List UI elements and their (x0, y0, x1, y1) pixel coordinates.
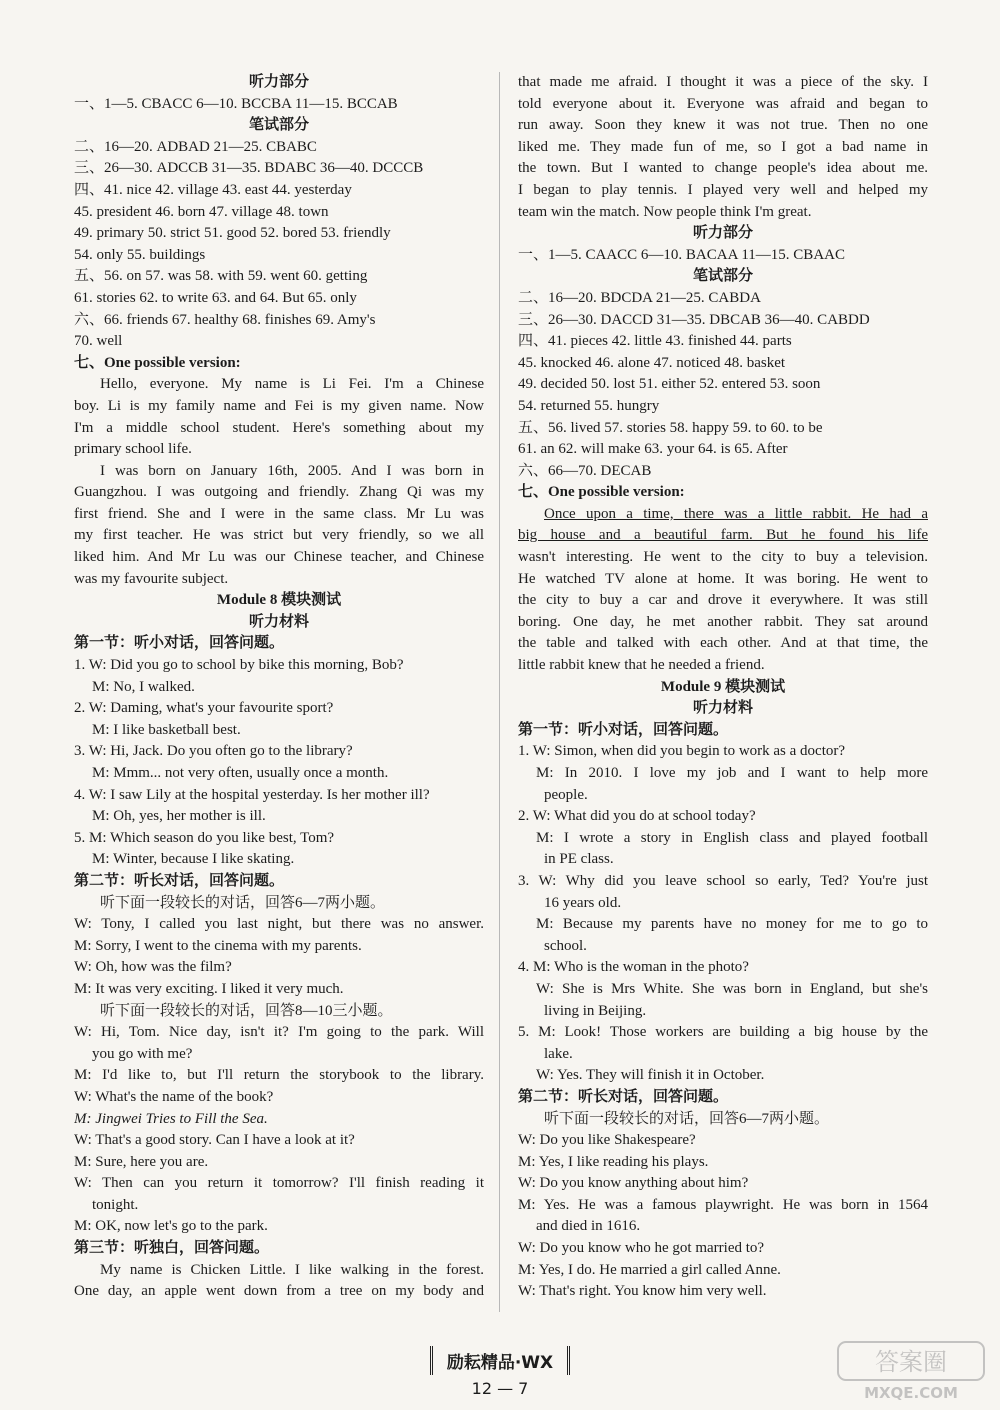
text-line: W: That's a good story. Can I have a look at it? (74, 1132, 355, 1149)
watermark-title: 答案圈 (875, 1348, 947, 1376)
text-line: M: Yes, I like reading his plays. (518, 1153, 709, 1170)
text-line: Once upon a time, there was a little rabbit. He had a (544, 505, 928, 522)
text-line: people. (544, 786, 588, 803)
text-line: W: Tony, I called you last night, but there was no answer. (74, 916, 484, 933)
text-line: M: Sorry, I went to the cinema with my parents. (74, 937, 362, 954)
text-line: in PE class. (544, 851, 614, 868)
text-line: you go with me? (92, 1045, 193, 1062)
text-line: 4. M: Who is the woman in the photo? (518, 959, 749, 976)
text-line: 听力材料 (692, 700, 753, 717)
text-line: M: I wrote a story in English class and played football (536, 829, 928, 846)
text-line: 五、56. on 57. was 58. with 59. went 60. getting (74, 268, 368, 285)
text-line: 49. primary 50. strict 51. good 52. bored 53. friendly (74, 225, 391, 242)
text-line: 听力材料 (248, 613, 309, 630)
text-line: lake. (544, 1045, 573, 1062)
text-line: 五、56. lived 57. stories 58. happy 59. to 60. to be (518, 419, 823, 436)
text-line: 61. stories 62. to write 63. and 64. But 65. only (74, 289, 357, 306)
text-line: 听下面一段较长的对话，回答8—10三小题。 (100, 1002, 393, 1019)
text-line: liked him. And Mr Lu was our Chinese teacher, and Chinese (74, 549, 484, 566)
text-line: the town. But I wanted to change people's idea about me. (518, 160, 928, 177)
text-line: wasn't interesting. He went to the city to buy a television. (518, 549, 928, 566)
text-line: 1. W: Simon, when did you begin to work as a doctor? (518, 743, 846, 760)
text-line: Guangzhou. I was outgoing and friendly. Zhang Qi was my (74, 484, 484, 501)
text-line: the city to buy a car and drove it everywhere. It was still (518, 592, 928, 609)
text-line: 3. W: Hi, Jack. Do you often go to the library? (74, 743, 353, 760)
text-line: 5. M: Look! Those workers are building a big house by the (518, 1024, 928, 1041)
text-line: W: Yes. They will finish it in October. (536, 1067, 765, 1084)
text-line: I was born on January 16th, 2005. And I was born in (100, 462, 484, 479)
text-line: 3. W: Why did you leave school so early, Ted? You're just (518, 872, 928, 889)
text-line: 第一节：听小对话，回答问题。 (74, 635, 285, 652)
text-line: W: Hi, Tom. Nice day, isn't it? I'm going to the park. Will (74, 1024, 484, 1041)
text-line: 四、41. pieces 42. little 43. finished 44. parts (518, 333, 792, 350)
text-line: 四、41. nice 42. village 43. east 44. yesterday (74, 181, 352, 198)
text-line: 2. W: Daming, what's your favourite sport? (74, 700, 334, 717)
text-line: M: Sure, here you are. (74, 1153, 209, 1170)
text-line: 49. decided 50. lost 51. either 52. entered 53. soon (518, 376, 821, 393)
text-line: W: She is Mrs White. She was born in England, but she's (536, 980, 928, 997)
text-line: 一、1—5. CBACC 6—10. BCCBA 11—15. BCCAB (74, 95, 398, 112)
text-line: M: Because my parents have no money for me to go to (536, 916, 928, 933)
text-line: 二、16—20. BDCDA 21—25. CABDA (518, 289, 761, 306)
text-line: 45. knocked 46. alone 47. noticed 48. basket (518, 354, 786, 371)
text-line: I'm a middle school student. Here's something about my (74, 419, 484, 436)
text-line: 1. W: Did you go to school by bike this morning, Bob? (74, 657, 404, 674)
text-line: W: What's the name of the book? (74, 1088, 274, 1105)
text-line: M: Jingwei Tries to Fill the Sea. (74, 1110, 268, 1127)
text-line: boring. One day, he met another rabbit. They sat around (518, 613, 928, 630)
text-line: told everyone about it. Everyone was afraid and began to (518, 95, 928, 112)
page-number: 12 — 7 (471, 1379, 529, 1398)
text-line: M: Oh, yes, her mother is ill. (92, 808, 266, 825)
text-line: W: Oh, how was the film? (74, 959, 232, 976)
text-line: 笔试部分 (692, 268, 753, 285)
text-line: and died in 1616. (536, 1218, 641, 1235)
text-line: M: In 2010. I love my job and I want to help more (536, 765, 928, 781)
text-line: 三、26—30. DACCD 31—35. DBCAB 36—40. CABDD (518, 311, 870, 328)
text-line: 第三节：听独白，回答问题。 (74, 1240, 270, 1257)
text-line: 听下面一段较长的对话，回答6—7两小题。 (100, 894, 386, 911)
text-line: 听下面一段较长的对话，回答6—7两小题。 (544, 1110, 830, 1127)
text-line: M: Yes. He was a famous playwright. He was born in 1564 (518, 1196, 928, 1213)
text-line: living in Beijing. (544, 1002, 647, 1019)
brand-label: 励耘精品·WX (430, 1346, 570, 1375)
text-line: primary school life. (74, 441, 192, 458)
text-line: boy. Li is my family name and Fei is my given name. Now (74, 397, 484, 414)
text-line: 七、One possible version: (518, 484, 685, 501)
text-line: 第一节：听小对话，回答问题。 (518, 721, 729, 738)
text-line: M: No, I walked. (92, 678, 195, 695)
text-line: 2. W: What did you do at school today? (518, 808, 756, 825)
text-line: school. (544, 937, 587, 954)
text-line: my first teacher. He was strict but very friendly, so we all (74, 527, 484, 544)
left-column (74, 72, 484, 1303)
text-line: W: Do you know anything about him? (518, 1175, 749, 1192)
right-column (518, 72, 928, 1303)
text-line: 5. M: Which season do you like best, Tom? (74, 829, 335, 846)
text-line: 45. president 46. born 47. village 48. town (74, 203, 329, 220)
text-line: 54. only 55. buildings (74, 246, 206, 263)
text-line: 第二节：听长对话，回答问题。 (518, 1088, 729, 1105)
watermark-url: MXQE.COM (864, 1384, 958, 1402)
text-line: 一、1—5. CAACC 6—10. BACAA 11—15. CBAAC (518, 246, 845, 263)
text-line: 二、16—20. ADBAD 21—25. CBABC (74, 138, 317, 155)
text-line: W: That's right. You know him very well. (518, 1283, 767, 1300)
text-line: 61. an 62. will make 63. your 64. is 65. After (518, 441, 788, 458)
text-line: 听力部分 (692, 225, 753, 242)
text-line: that made me afraid. I thought it was a piece of the sky. I (518, 74, 928, 90)
text-line: Hello, everyone. My name is Li Fei. I'm a Chinese (100, 376, 484, 393)
text-line: M: Mmm... not very often, usually once a month. (92, 765, 389, 781)
text-line: I began to play tennis. I played very well and helped my (518, 181, 928, 198)
text-line: liked me. They made fun of me, so I got a bad name in (518, 138, 928, 155)
text-line: 4. W: I saw Lily at the hospital yesterday. Is her mother ill? (74, 786, 430, 803)
text-line: 54. returned 55. hungry (518, 397, 660, 414)
text-line: 六、66. friends 67. healthy 68. finishes 69. Amy's (74, 311, 376, 328)
text-line: W: Do you like Shakespeare? (518, 1132, 696, 1149)
text-line: Module 8 模块测试 (216, 592, 342, 609)
text-line: team win the match. Now people think I'm great. (518, 203, 812, 220)
text-line: M: OK, now let's go to the park. (74, 1218, 268, 1235)
text-line: 七、One possible version: (74, 354, 241, 371)
column-divider (499, 72, 500, 1312)
text-line: M: I like basketball best. (92, 721, 241, 738)
text-line: He watched TV alone at home. It was boring. He went to (518, 570, 928, 587)
text-line: 70. well (74, 333, 123, 350)
text-line: 六、66—70. DECAB (518, 462, 652, 479)
text-line: 16 years old. (544, 894, 622, 911)
text-line: run away. Soon they knew it was not true. Then no one (518, 117, 928, 134)
text-line: M: Yes, I do. He married a girl called Anne. (518, 1261, 781, 1278)
text-line: W: Then can you return it tomorrow? I'll finish reading it (74, 1175, 484, 1192)
text-line: first friend. She and I were in the same class. Mr Lu was (74, 505, 484, 522)
text-line: 笔试部分 (248, 117, 309, 134)
text-line: One day, an apple went down from a tree on my body and (74, 1283, 484, 1300)
text-line: 听力部分 (248, 74, 309, 90)
text-line: Module 9 模块测试 (660, 678, 786, 695)
text-line: tonight. (92, 1196, 139, 1213)
text-line: M: Winter, because I like skating. (92, 851, 295, 868)
text-line: the table and talked with each other. And at that time, the (518, 635, 928, 652)
text-line: My name is Chicken Little. I like walking in the forest. (100, 1261, 484, 1278)
text-line: little rabbit knew that he needed a friend. (518, 657, 765, 674)
text-line: M: It was very exciting. I liked it very much. (74, 980, 344, 997)
text-line: big house and a beautiful farm. But he found his life (518, 527, 928, 544)
text-line: W: Do you know who he got married to? (518, 1240, 765, 1257)
text-line: was my favourite subject. (74, 570, 229, 587)
watermark-logo (836, 1340, 986, 1404)
text-line: 三、26—30. ADCCB 31—35. BDABC 36—40. DCCCB (74, 160, 424, 177)
text-line: M: I'd like to, but I'll return the storybook to the library. (74, 1067, 484, 1084)
text-line: 第二节：听长对话，回答问题。 (74, 872, 285, 889)
